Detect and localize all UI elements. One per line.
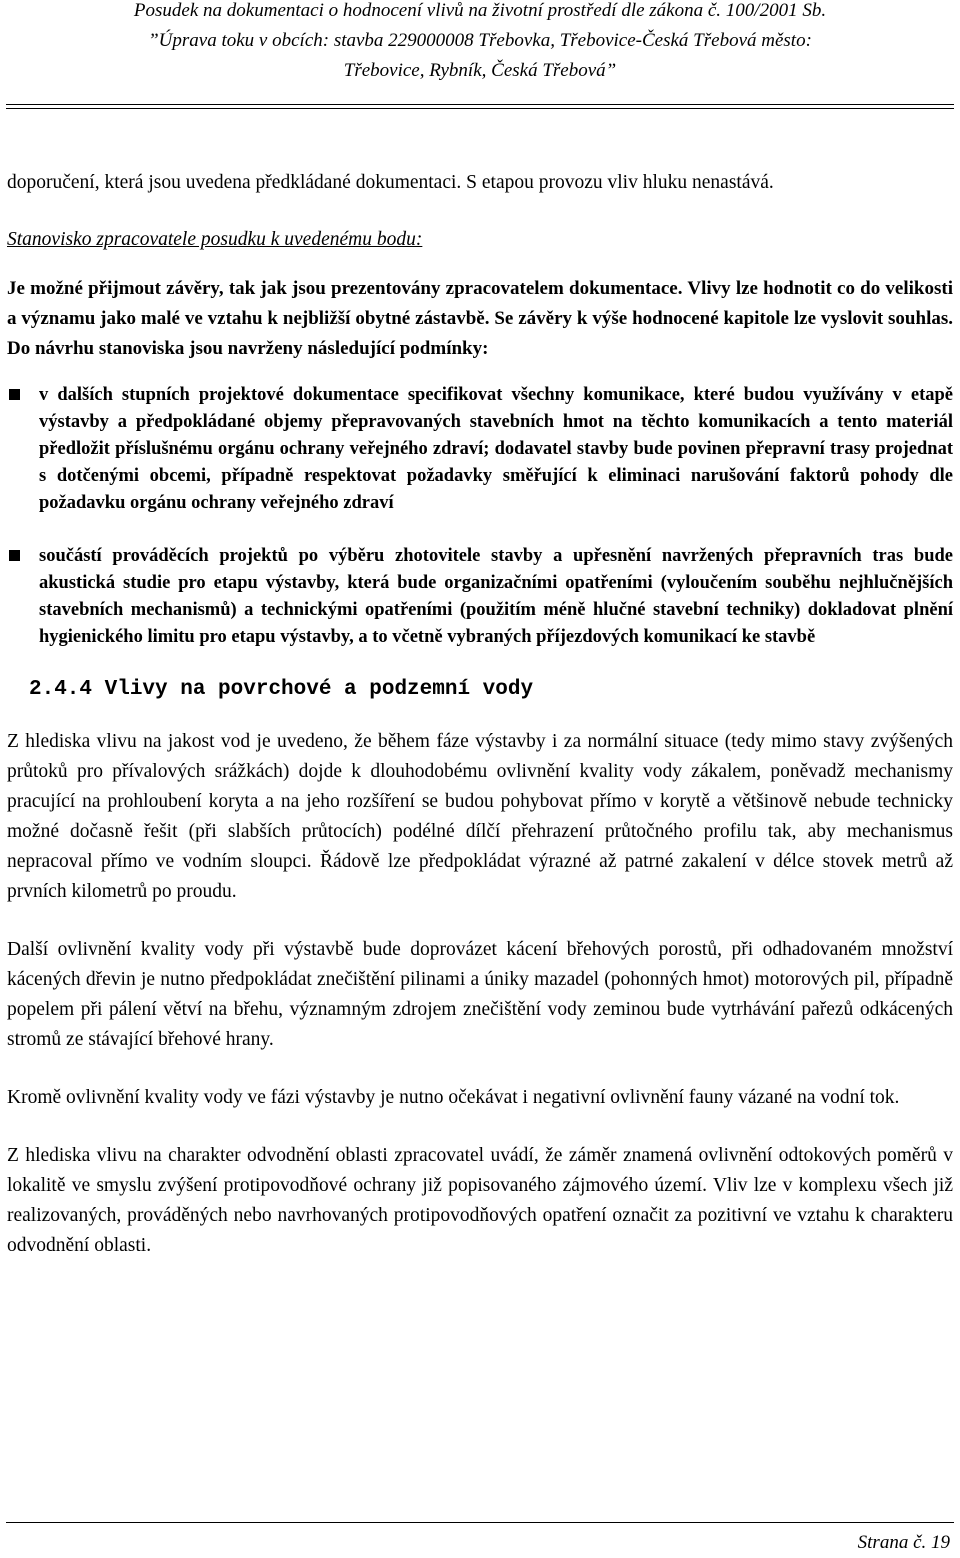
header-project-locations: Třebovice, Rybník, Česká Třebová” (343, 60, 617, 81)
intro-paragraph: doporučení, která jsou uvedena předkládané dokumentaci. S etapou provozu vliv hluku nenastává. (7, 172, 774, 193)
section-heading: 2.4.4 Vlivy na povrchové a podzemní vody (29, 678, 534, 701)
statement-paragraph: Je možné přijmout závěry, tak jak jsou prezentovány zpracovatelem dokumentace. Vlivy lze hodnotit co do velikosti a významu jako malé ve vztahu k nejbližší obytné zástavbě. Se závěry k výše hodnocené kapitole lze vyslovit souhlas. Do návrhu stanoviska jsou navrženy následující podmínky: (7, 278, 953, 359)
paragraph-tree-felling: Další ovlivnění kvality vody při výstavbě bude doprovázet kácení břehových porostů, při odhadovaném množství kácených dřevin je nutno předpokládat znečištění pilinami a úniky mazadel (pohonných hmot) motorových pil, případně popelem při pálení větví na břehu, významným zdrojem znečištění vody zeminou bude vytrhávání pařezů odkácených stromů ze stávající břehové hrany. (7, 939, 953, 1050)
page-number: Strana č. 19 (857, 1532, 950, 1553)
condition-item (7, 543, 953, 651)
condition-text: v dalších stupních projektové dokumentace specifikovat všechny komunikace, které budou využívány v etapě výstavby a předpokládané objemy přepravovaných stavebních hmot na těchto komunikacích a tento materiál předložit příslušnému orgánu ochrany veřejného zdraví; dodavatel stavby bude povinen přepravní trasy projednat s dotčenými obcemi, případně respektovat požadavky směřující k eliminaci narušování faktorů pohody dle požadavku orgánu ochrany veřejného zdraví (39, 385, 953, 513)
condition-item (7, 382, 953, 517)
footer-rule (6, 1522, 954, 1523)
paragraph-fauna: Kromě ovlivnění kvality vody ve fázi výstavby je nutno očekávat i negativní ovlivnění fauny vázané na vodní tok. (7, 1087, 900, 1108)
paragraph-drainage: Z hlediska vlivu na charakter odvodnění oblasti zpracovatel uvádí, že záměr znamená ovlivnění odtokových poměrů v lokalitě ve smyslu zvýšení protipovodňové ochrany již popisovaného zájmového území. Vliv lze v komplexu všech již realizovaných, prováděných nebo navrhovaných protipovodňových opatření označit za pozitivní ve vztahu k charakteru odvodnění oblasti. (7, 1145, 953, 1256)
square-bullet-icon (9, 550, 20, 561)
square-bullet-icon (9, 389, 20, 400)
header-document-title: Posudek na dokumentaci o hodnocení vlivů na životní prostředí dle zákona č. 100/2001 Sb. (133, 0, 827, 21)
document-body (7, 168, 953, 1261)
header-double-rule (6, 104, 954, 109)
page-header (0, 0, 960, 86)
paragraph-water-quality: Z hlediska vlivu na jakost vod je uvedeno, že během fáze výstavby i za normální situace (tedy mimo stavy zvýšených průtoků pro přívalových srážkách) dojde k dlouhodobému ovlivnění kvality vody zákalem, poněvadž mechanismy pracující na prohloubení koryta a na jeho rozšíření se budou pohybovat přímo v korytě a většinově nebude technicky možné dočasně řešit (při slabších průtocích) podélné dílčí přehrazení průtočného profilu tak, aby mechanismus nepracoval přímo ve vodním sloupci. Řádově lze předpokládat výrazné až patrné zakalení v délce stovek metrů až prvních kilometrů po proudu. (7, 731, 953, 902)
statement-heading: Stanovisko zpracovatele posudku k uvedenému bodu: (7, 229, 423, 250)
header-project-title: ”Úprava toku v obcích: stavba 229000008 Třebovka, Třebovice-Česká Třebová město: (148, 30, 812, 51)
condition-text: součástí prováděcích projektů po výběru zhotovitele stavby a upřesnění navržených přepravních tras bude akustická studie pro etapu výstavby, která bude organizačními opatřeními (vyloučením souběhu nejhlučnějších stavebních mechanismů) a technickými opatřeními (použitím méně hlučné stavební techniky) dokladovat plnění hygienického limitu pro etapu výstavby, a to včetně vybraných příjezdových komunikací ke stavbě (39, 546, 953, 647)
